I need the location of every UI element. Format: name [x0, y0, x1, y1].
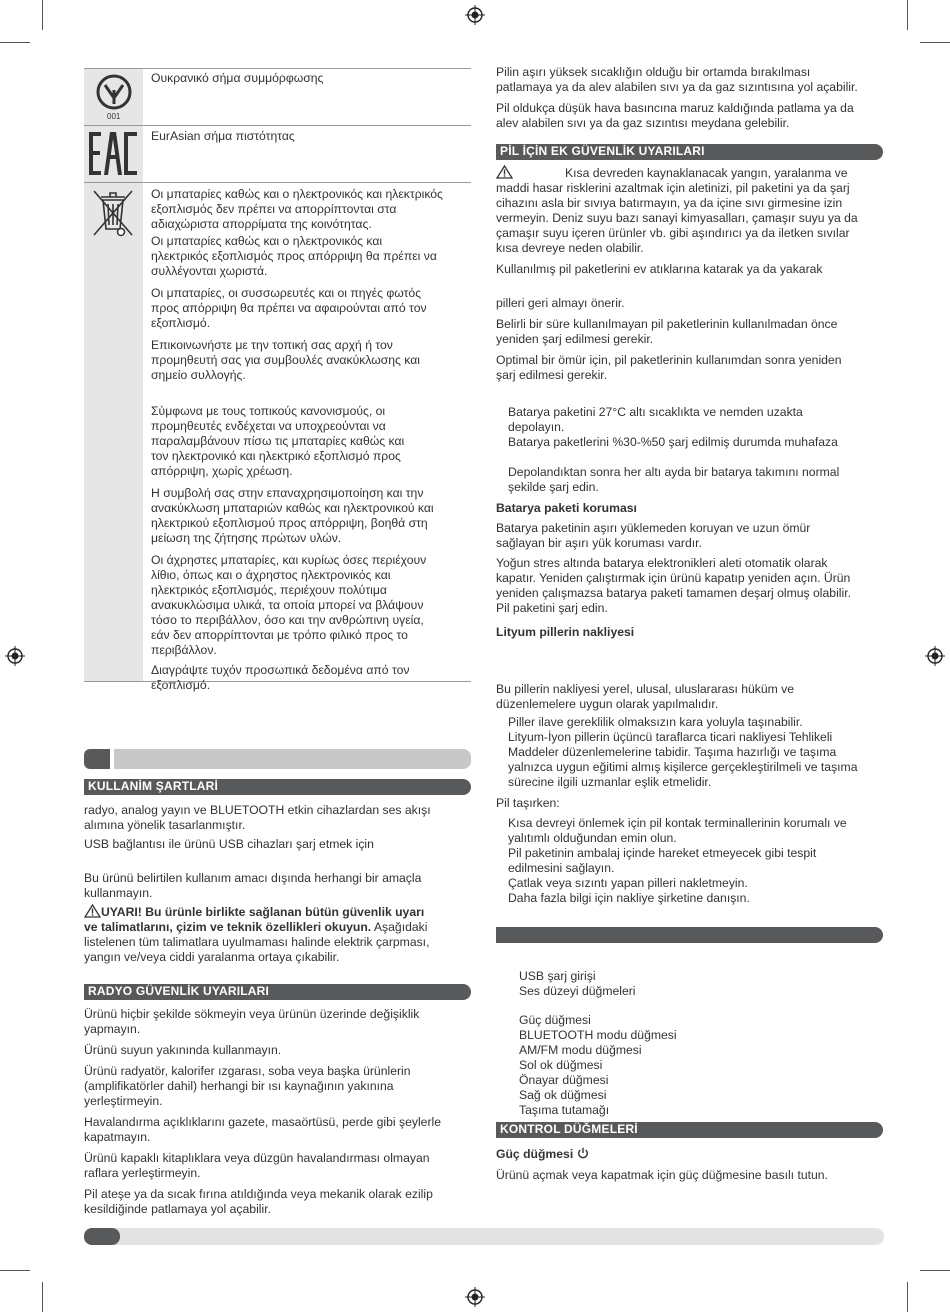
text-line: εάν δεν απορρίπτονται με τρόπο φιλικό προς το — [151, 628, 408, 642]
transport-list — [496, 715, 891, 790]
paragraph — [496, 317, 891, 347]
text-line: Pil oldukça düşük hava basıncına maruz kaldığında patlama ya da — [496, 101, 854, 115]
text-line: σημείο συλλογής. — [151, 368, 246, 382]
list-item: Piller ilave gereklilik olmaksızın kara yoluyla taşınabilir. — [508, 715, 803, 729]
crop-mark — [0, 1270, 30, 1271]
registration-mark-icon — [465, 5, 485, 25]
warning-line — [84, 920, 474, 935]
paragraph — [151, 234, 469, 279]
crop-mark — [907, 0, 908, 30]
text-line: pilleri geri almayı önerir. — [496, 296, 625, 310]
text-line: Επικοινωνήστε με την τοπική σας αρχή ή τον — [151, 338, 393, 352]
transport-heading: Lityum pillerin nakliyesi — [496, 625, 635, 639]
text-line: vermeyin. Deniz suyu bazı sanayi kimyasalları, çamaşır suyu ya da — [496, 211, 858, 225]
table-rule — [84, 68, 471, 69]
section-number-badge — [84, 749, 110, 769]
list-item: BLUETOOTH modu düğmesi — [519, 1028, 677, 1042]
text-line: Yoğun stres altında batarya elektronikleri aleti otomatik olarak — [496, 556, 828, 570]
registration-mark-icon — [925, 646, 945, 666]
text-line: Kısa devreden kaynaklanacak yangın, yaralanma ve — [565, 166, 848, 180]
transport-section — [496, 682, 891, 906]
text-line: ηλεκτρικού εξοπλισμού προς απόρριψη, βοηθά στη — [151, 516, 428, 530]
table-rule — [84, 125, 471, 126]
text-line: ανακυκλώσιμα υλικά, τα οποία μπορεί να βλάψουν — [151, 598, 424, 612]
list-item: Ses düzeyi düğmeleri — [519, 984, 636, 998]
text-line: εξοπλισμό. — [151, 678, 211, 692]
paragraph — [496, 556, 891, 616]
controls-heading: KONTROL DÜĞMELERİ — [496, 1122, 883, 1138]
list-item: Sol ok düğmesi — [519, 1058, 603, 1072]
text-line: Ürünü suyun yakınında kullanmayın. — [84, 1043, 282, 1057]
text-line: Pilin aşırı yüksek sıcaklığın olduğu bir ortamda bırakılması — [496, 65, 811, 79]
paragraph — [151, 663, 469, 693]
crop-mark — [920, 42, 950, 43]
paragraph — [84, 1064, 474, 1109]
text-line: προς απόρριψη θα πρέπει να αφαιρούνται από τον — [151, 301, 427, 315]
text-line: τόσο το περιβάλλον, όσο και την ανθρώπινη υγεία, — [151, 613, 424, 627]
footer-bar — [84, 1228, 884, 1245]
text-line: ηλεκτρικός εξοπλισμός προς απόρριψη θα πρέπει να — [151, 249, 437, 263]
carry-list — [496, 816, 891, 906]
crop-mark — [42, 0, 43, 30]
text-line: Pil ateşe ya da sıcak fırına atıldığında veya mekanik olarak ezilip — [84, 1187, 433, 1201]
list-item: Batarya paketini 27°C altı sıcaklıkta ve nemden uzakta — [508, 405, 803, 419]
list-item: Güç düğmesi — [519, 1013, 591, 1027]
text-line: απόρριψη, χωρίς χρέωση. — [151, 464, 293, 478]
text-line: listelenen tüm talimatlara uyulmaması halinde elektrik çarpması, — [84, 935, 430, 949]
text-line: yeniden çalışmazsa batarya paketi tamamen deşarj olmuş olabilir. — [496, 586, 851, 600]
page-number-badge — [84, 1228, 120, 1245]
text-line: Havalandırma açıklıklarını gazete, masaörtüsü, perde gibi şeylerle — [84, 1115, 441, 1129]
text-line: εξοπλισμός δεν πρέπει να απορρίπτονται στα — [151, 202, 397, 216]
warning-bold-text: ve talimatlarını, çizim ve teknik özellikleri okuyun. — [84, 920, 372, 934]
parts-section-bar — [496, 927, 883, 943]
list-item: yalnızca uygun eğitimi almış kişilerce gerçekleştirilmeli ve taşıma — [508, 760, 858, 774]
radio-safety-heading: RADYO GÜVENLİK UYARILARI — [84, 984, 471, 1000]
text-line: patlamaya ya da alev alabilen sıvı ya da gaz sızıntısına yol açabilir. — [496, 80, 858, 94]
text-line: kullanmayın. — [84, 886, 153, 900]
text-line: προμηθευτές ενδέχεται να υποχρεούνται να — [151, 419, 386, 433]
paragraph — [151, 553, 469, 658]
carry-label: Pil taşırken: — [496, 796, 560, 810]
text-line: USB bağlantısı ile ürünü USB cihazları şarj etmek için — [84, 837, 374, 851]
paragraph — [151, 286, 469, 331]
warning-line — [496, 165, 891, 181]
power-heading-line — [496, 1147, 891, 1162]
list-item: Kısa devreyi önlemek için pil kontak terminallerinin korumalı ve — [508, 816, 847, 830]
list-item: edilmesini sağlayın. — [508, 861, 615, 875]
text-line: Bu ürünü belirtilen kullanım amacı dışında herhangi bir amaçla — [84, 871, 422, 885]
power-text: Ürünü açmak veya kapatmak için güç düğmesine basılı tutun. — [496, 1168, 828, 1182]
text-line: radyo, analog yayın ve BLUETOOTH etkin cihazlardan ses akışı — [84, 803, 431, 817]
battery-intro-text — [496, 65, 891, 131]
weee-text-block — [151, 187, 469, 693]
list-item: Pil paketinin ambalaj içinde hareket etmeyecek gibi tespit — [508, 846, 817, 860]
text-line: τον ηλεκτρονικό και ηλεκτρικό εξοπλισμό προς — [151, 449, 401, 463]
text-line: alımına yönelik tasarlanmıştır. — [84, 818, 246, 832]
text-line: şarj edilmesi gerekir. — [496, 368, 608, 382]
text-line: συλλέγονται χωριστά. — [151, 264, 268, 278]
symbol-text-eac: EurAsian σήμα πιστότητας — [151, 129, 295, 143]
text-line: προμηθευτή σας για συμβουλές ανακύκλωσης και — [151, 353, 421, 367]
text-line: παραλαμβάνουν πίσω τις μπαταρίες καθώς και — [151, 434, 405, 448]
paragraph — [84, 1151, 474, 1181]
text-line: Ürünü radyatör, kalorifer ızgarası, soba veya başka ürünlerin — [84, 1064, 411, 1078]
list-item: AM/FM modu düğmesi — [519, 1043, 642, 1057]
text-line: çamaşır suyu içeren ürünler vb. gibi aşındırıcı ya da iletken sıvılar — [496, 226, 850, 240]
power-section — [496, 1147, 891, 1183]
text-line: Οι άχρηστες μπαταρίες, και κυρίως όσες περιέχουν — [151, 553, 427, 567]
text-line: Ürünü hiçbir şekilde sökmeyin veya ürünün üzerinde değişiklik — [84, 1007, 420, 1021]
text-line: λίθιο, όπως και ο άχρηστος ηλεκτρονικός και — [151, 568, 391, 582]
list-item: USB şarj girişi — [519, 969, 596, 983]
list-item: depolayın. — [508, 420, 565, 434]
text-line: yangın ve/veya ciddi yaralanma ortaya çıkabilir. — [84, 950, 340, 964]
list-item: sürecine ilgili uzmanlar eşlik etmelidir. — [508, 775, 712, 789]
text-line: raflara yerleştirmeyin. — [84, 1166, 201, 1180]
list-item: yalıtımlı olduğundan emin olun. — [508, 831, 677, 845]
list-item: Daha fazla bilgi için nakliye şirketine danışın. — [508, 891, 750, 905]
registration-mark-icon — [5, 646, 25, 666]
text-line: yerleştirmeyin. — [84, 1094, 163, 1108]
paragraph — [151, 404, 469, 479]
text-line: Σύμφωνα με τους τοπικούς κανονισμούς, οι — [151, 404, 386, 418]
paragraph — [151, 338, 469, 383]
warning-bold-text: UYARI! Bu ürünle birlikte sağlanan bütün güvenlik uyarı — [101, 905, 425, 919]
text-line: kapatır. Yeniden çalıştırmak için ürünü kapatıp yeniden açın. Ürün — [496, 571, 851, 585]
text-line: kapatmayın. — [84, 1130, 151, 1144]
paragraph — [84, 1115, 474, 1145]
text-line: αδιαχώριστα απορρίματα της κοινότητας. — [151, 217, 372, 231]
crop-mark — [907, 1282, 908, 1312]
text-line: cihazını asla bir sıvıya batırmayın, ya da içine sıvı girmesine izin — [496, 196, 843, 210]
paragraph — [151, 486, 469, 546]
text-line: Belirli bir süre kullanılmayan pil paketlerinin kullanılmadan önce — [496, 317, 838, 331]
paragraph — [496, 353, 891, 383]
list-item: Önayar düğmesi — [519, 1073, 609, 1087]
list-item: Depolandıktan sonra her altı ayda bir batarya takımını normal — [508, 465, 840, 479]
text-line: εξοπλισμό. — [151, 316, 211, 330]
list-item: Çatlak veya sızıntı yapan pilleri nakletmeyin. — [508, 876, 748, 890]
text-line: μείωση της ζήτησης πρώτων υλών. — [151, 531, 342, 545]
table-rule — [84, 182, 471, 183]
list-item: Taşıma tutamağı — [519, 1103, 610, 1117]
protection-heading: Batarya paketi koruması — [496, 501, 637, 515]
text-line: (amplifikatörler dahil) herhangi bir ısı kaynağının yakınına — [84, 1079, 394, 1093]
paragraph — [496, 65, 891, 95]
list-item: Sağ ok düğmesi — [519, 1088, 607, 1102]
text-line: sağlayan bir aşırı yük koruması vardır. — [496, 536, 702, 550]
list-item: Lityum-İyon pillerin üçüncü taraflarca ticari nakliyesi Tehlikeli — [508, 730, 833, 744]
ukrainian-conformity-icon — [94, 72, 134, 112]
usage-heading: KULLANİM ŞARTLARİ — [84, 779, 471, 795]
crop-mark — [0, 42, 30, 43]
usage-text — [84, 803, 474, 965]
power-icon — [577, 1147, 589, 1159]
registration-mark-icon — [465, 1287, 485, 1307]
text-line: ανακύκλωση μπαταριών καθώς και ηλεκτρονικού και — [151, 501, 434, 515]
text-line: yapmayın. — [84, 1022, 141, 1036]
crop-mark — [42, 1282, 43, 1312]
crossed-bin-icon — [88, 187, 138, 239]
paragraph — [151, 187, 469, 232]
text-line: Bu pillerin nakliyesi yerel, ulusal, uluslararası hüküm ve — [496, 682, 795, 696]
parts-list — [519, 969, 879, 1118]
text-line: Η συμβολή σας στην επαναχρησιμοποίηση και την — [151, 486, 424, 500]
paragraph — [84, 1007, 474, 1037]
paragraph — [84, 1043, 474, 1058]
crop-mark — [920, 1270, 950, 1271]
paragraph — [496, 521, 891, 551]
protection-section — [496, 501, 891, 640]
text-line: Batarya paketinin aşırı yüklemeden koruyan ve uzun ömür — [496, 521, 811, 535]
text-line: düzenlemelere uygun olarak yapılmalıdır. — [496, 697, 719, 711]
warning-icon — [84, 904, 101, 918]
symbol-code: 001 — [107, 112, 121, 121]
text-line: kısa devreye neden olabilir. — [496, 241, 644, 255]
text-line: maddi hasar risklerini azaltmak için aletinizi, pil paketini ya da şarj — [496, 181, 850, 195]
storage-list — [508, 405, 888, 495]
text-line: Οι μπαταρίες, οι συσσωρευτές και οι πηγές φωτός — [151, 286, 422, 300]
warning-text: Aşağıdaki — [371, 920, 428, 934]
text-line: yeniden şarj edilmesi gerekir. — [496, 332, 654, 346]
text-line: kesildiğinde patlamaya yol açabilir. — [84, 1202, 271, 1216]
power-heading: Güç düğmesi — [496, 1147, 574, 1161]
text-line: περιβάλλον. — [151, 643, 217, 657]
list-item: şekilde şarj edin. — [508, 480, 599, 494]
list-item: Batarya paketlerini %30-%50 şarj edilmiş durumda muhafaza — [508, 435, 838, 449]
warning-line — [84, 904, 474, 920]
text-line: Οι μπαταρίες καθώς και ο ηλεκτρονικός και — [151, 234, 383, 248]
text-line: alev alabilen sıvı ya da gaz sızıntısı meydana gelebilir. — [496, 116, 790, 130]
radio-safety-text — [84, 1007, 474, 1217]
eac-mark-icon — [88, 131, 138, 176]
paragraph — [496, 101, 891, 131]
list-item: Maddeler düzenlemelerine tabidir. Taşıma hazırlığı ve taşıma — [508, 745, 837, 759]
text-line: Ürünü kapaklı kitaplıklara veya düzgün havalandırması olmayan — [84, 1151, 430, 1165]
battery-safety-heading: PİL İÇİN EK GÜVENLİK UYARILARI — [496, 144, 883, 160]
section-title-bar — [114, 749, 471, 769]
text-line: ηλεκτρικός εξοπλισμός, περιέχουν πολύτιμα — [151, 583, 387, 597]
symbol-text-ukrainian: Ουκρανικό σήμα συμμόρφωσης — [151, 71, 324, 85]
warning-icon — [496, 165, 513, 179]
text-line: Kullanılmış pil paketlerini ev atıklarına katarak ya da yakarak — [496, 262, 823, 276]
text-line: Οι μπαταρίες καθώς και ο ηλεκτρονικός και ηλεκτρικός — [151, 187, 443, 201]
battery-safety-text — [496, 165, 891, 383]
paragraph — [84, 1187, 474, 1217]
text-line: Optimal bir ömür için, pil paketlerinin kullanımdan sonra yeniden — [496, 353, 842, 367]
text-line: Διαγράψτε τυχόν προσωπικά δεδομένα από τον — [151, 663, 410, 677]
text-line: Pil paketini şarj edin. — [496, 601, 608, 615]
